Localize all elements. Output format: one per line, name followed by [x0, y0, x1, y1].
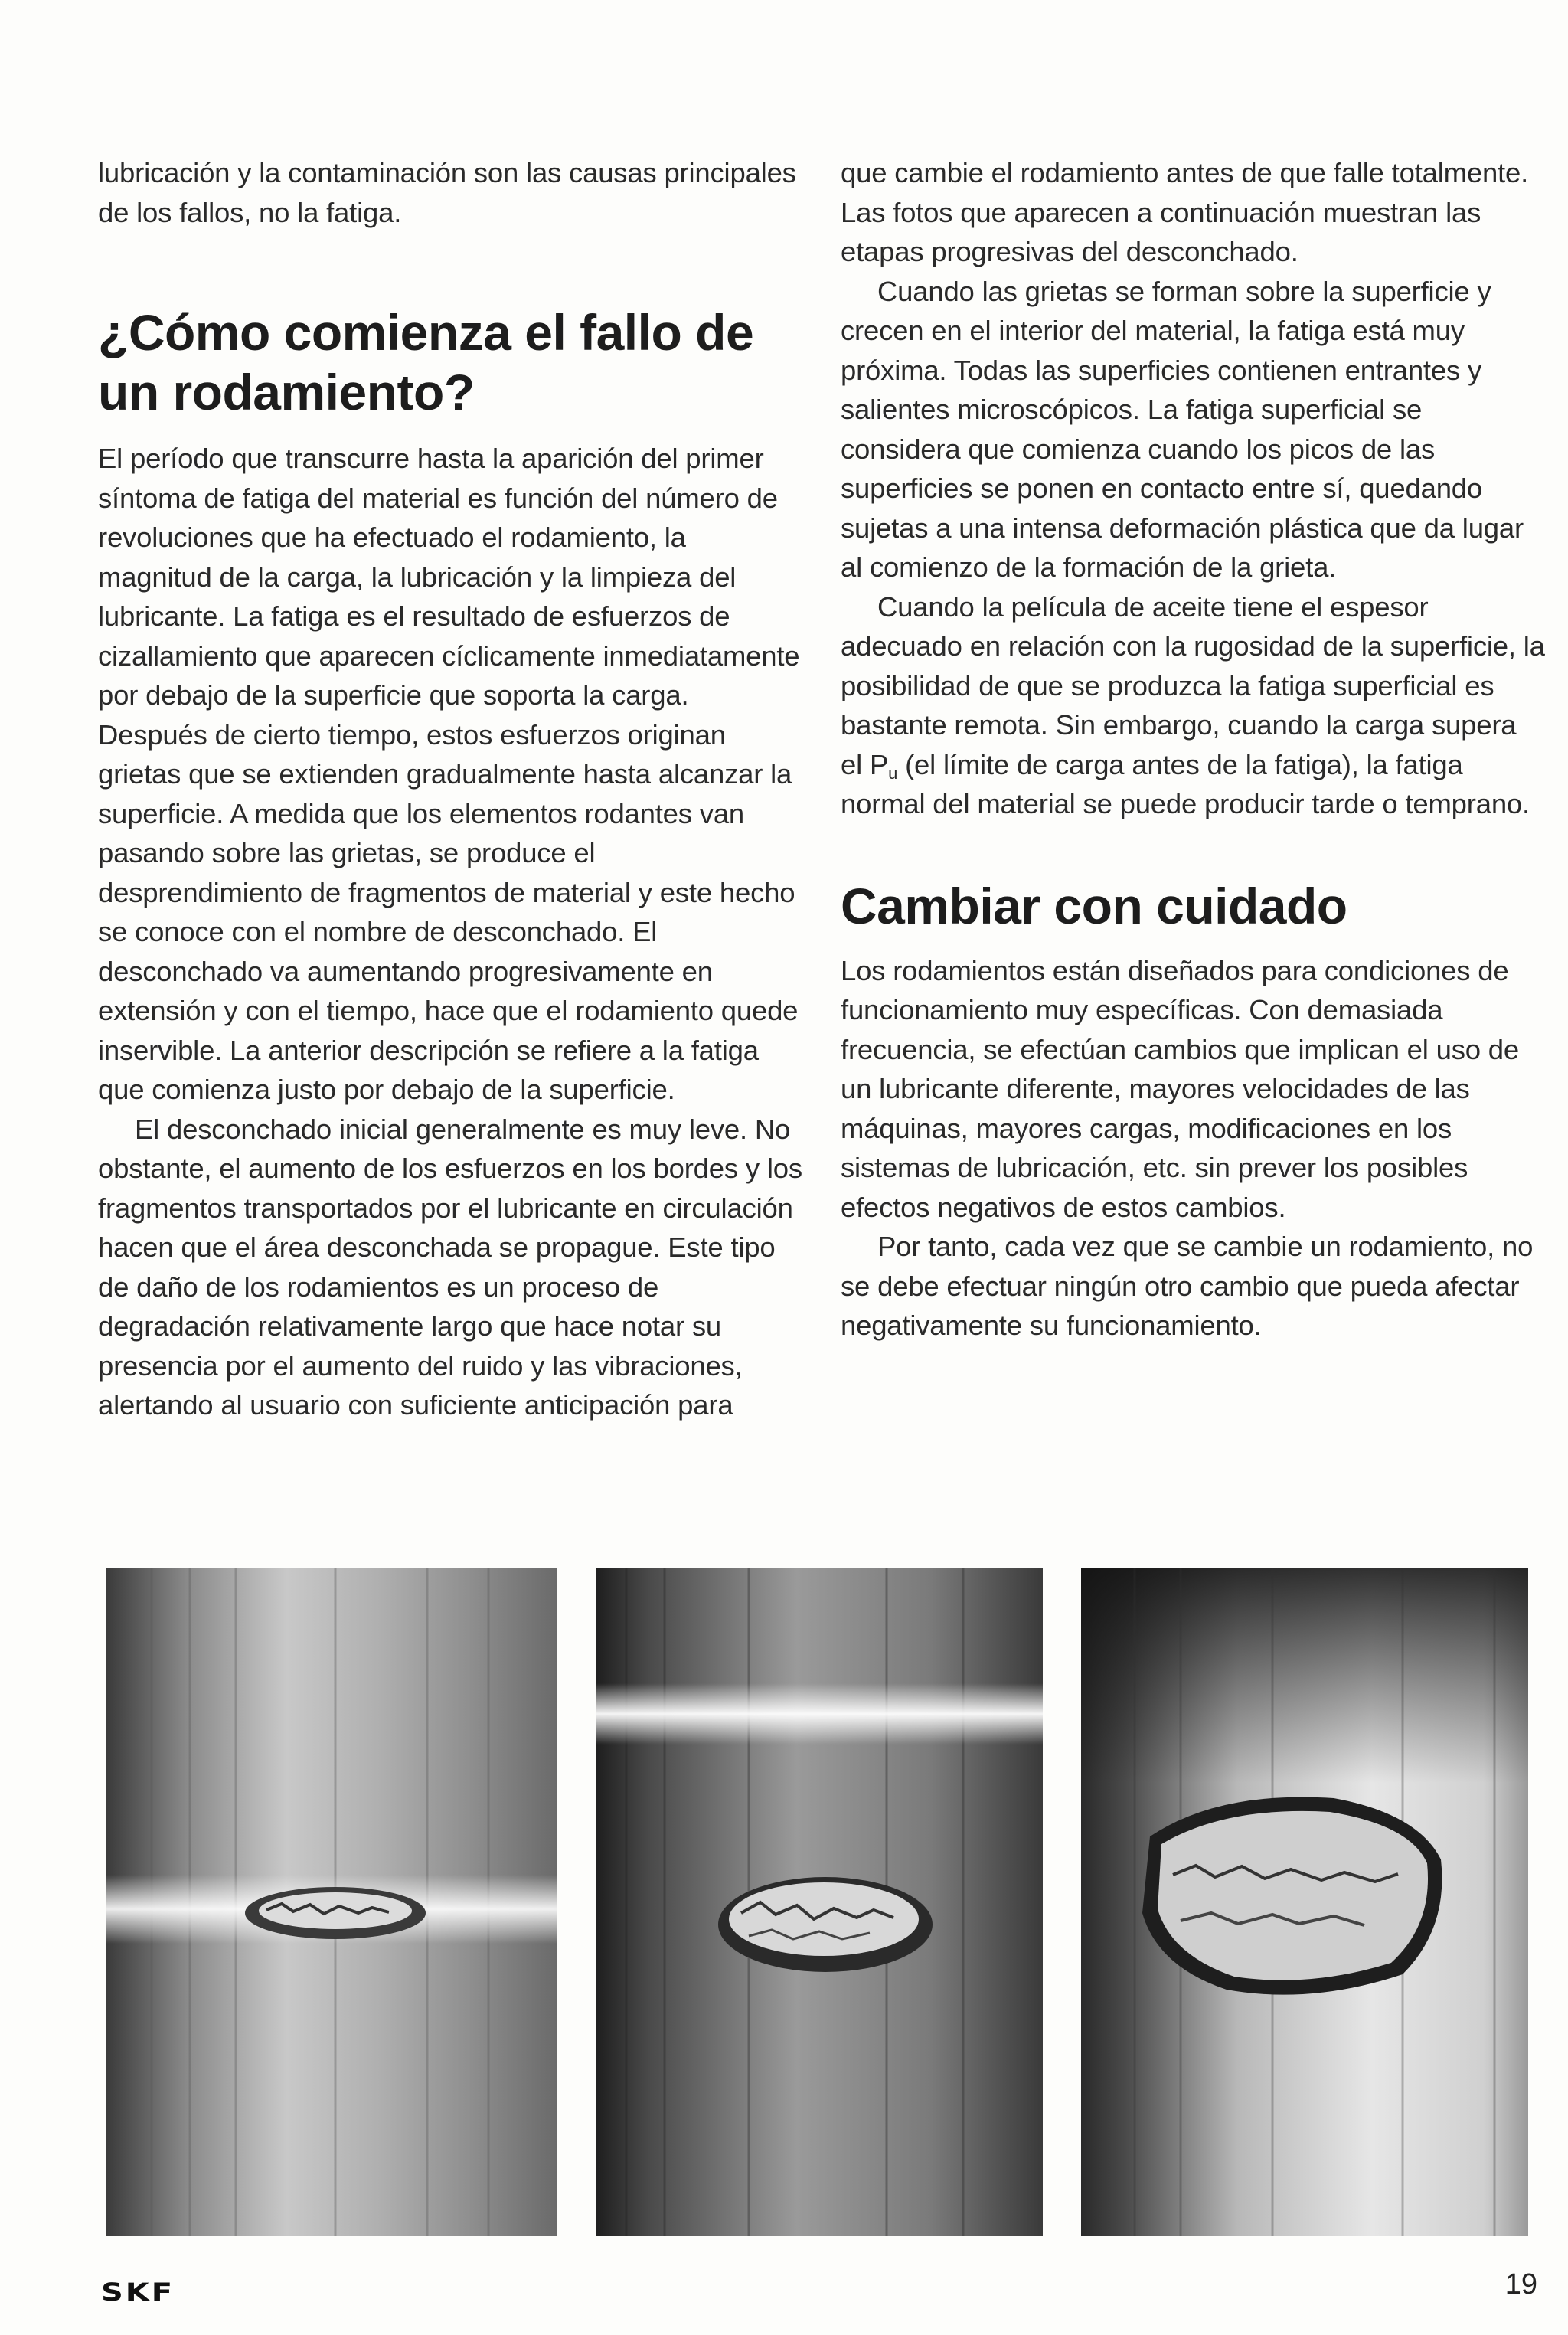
page-number: 19 — [1504, 2268, 1537, 2301]
skf-logo: SKF — [101, 2278, 175, 2307]
paragraph: El período que transcurre hasta la aparición del primer síntoma de fatiga del material es función del número de revoluciones que ha efectuado el rodamiento, la magnitud de la carga, la lubricación y la limpieza del lubricante. La fatiga es el resultado de esfuerzos de cizallamiento que aparecen cíclicamente inmediatamente por debajo de la superficie que soporta la carga. Después de cierto tiempo, estos esfuerzos originan grietas que se extienden gradualmente hasta alcanzar la superficie. A medida que los elementos rodantes van pasando sobre las grietas, se produce el desprendimiento de fragmentos de material y este hecho se conoce con el nombre de desconchado. El desconchado va aumentando progresivamente en extensión y con el tiempo, hace que el rodamiento quede inservible. La anterior descripción se refiere a la fatiga que comienza justo por debajo de la superficie. — [98, 443, 800, 1105]
paragraph: lubricación y la contaminación son las causas principales de los fallos, no la fatiga. — [98, 157, 796, 228]
right-column — [841, 153, 1545, 1346]
paragraph-text: (el límite de carga antes de la fatiga), la fatiga normal del material se puede producir tarde o temprano. — [841, 748, 1530, 819]
paragraph: Los rodamientos están diseñados para condiciones de funcionamiento muy específicas. Con demasiada frecuencia, se efectúan cambios que implican el uso de un lubricante diferente, mayores velocidades de las máquinas, mayores cargas, modificaciones en los sistemas de lubricación, etc. sin prever los posibles efectos negativos de estos cambios. — [841, 954, 1519, 1223]
section-heading: ¿Cómo comienza el fallo de un rodamiento? — [98, 304, 754, 420]
paragraph: Cuando las grietas se forman sobre la superficie y crecen en el interior del material, la fatiga está muy próxima. Todas las superficies contienen entrantes y salientes microscópicos. La fatiga superficial se considera que comienza cuando los picos de las superficies se ponen en contacto entre sí, quedando sujetas a una intensa deformación plástica que da lugar al comienzo de la formación de la grieta. — [841, 275, 1524, 583]
paragraph: que cambie el rodamiento antes de que falle totalmente. Las fotos que aparecen a continuación muestran las etapas progresivas del desconchado. — [841, 157, 1529, 267]
paragraph: Por tanto, cada vez que se cambie un rodamiento, no se debe efectuar ningún otro cambio que pueda afectar negativamente su funcionamiento. — [841, 1231, 1534, 1341]
section-heading: Cambiar con cuidado — [841, 877, 1348, 934]
subscript: u — [888, 763, 898, 783]
paragraph: El desconchado inicial generalmente es muy leve. No obstante, el aumento de los esfuerzos en los bordes y los fragmentos transportados por el lubricante en circulación hacen que el área desconchada se propague. Este tipo de daño de los rodamientos es un proceso de degradación relativamente largo que hace notar su presencia por el aumento del ruido y las vibraciones, alertando al usuario con suficiente anticipación para — [98, 1113, 802, 1421]
spalling-photo-intermediate — [596, 1568, 1043, 2236]
left-column — [98, 153, 802, 1425]
paragraph-text: Cuando la película de aceite tiene el espesor adecuado en relación con la rugosidad de la superficie, la posibilidad de que se produzca la fatiga superficial es bastante remota. Sin embargo, cuando la carga supera el P — [841, 590, 1545, 780]
spalling-photo-early — [106, 1568, 557, 2236]
spalling-photo-advanced — [1081, 1568, 1528, 2236]
paragraph — [841, 587, 1545, 824]
